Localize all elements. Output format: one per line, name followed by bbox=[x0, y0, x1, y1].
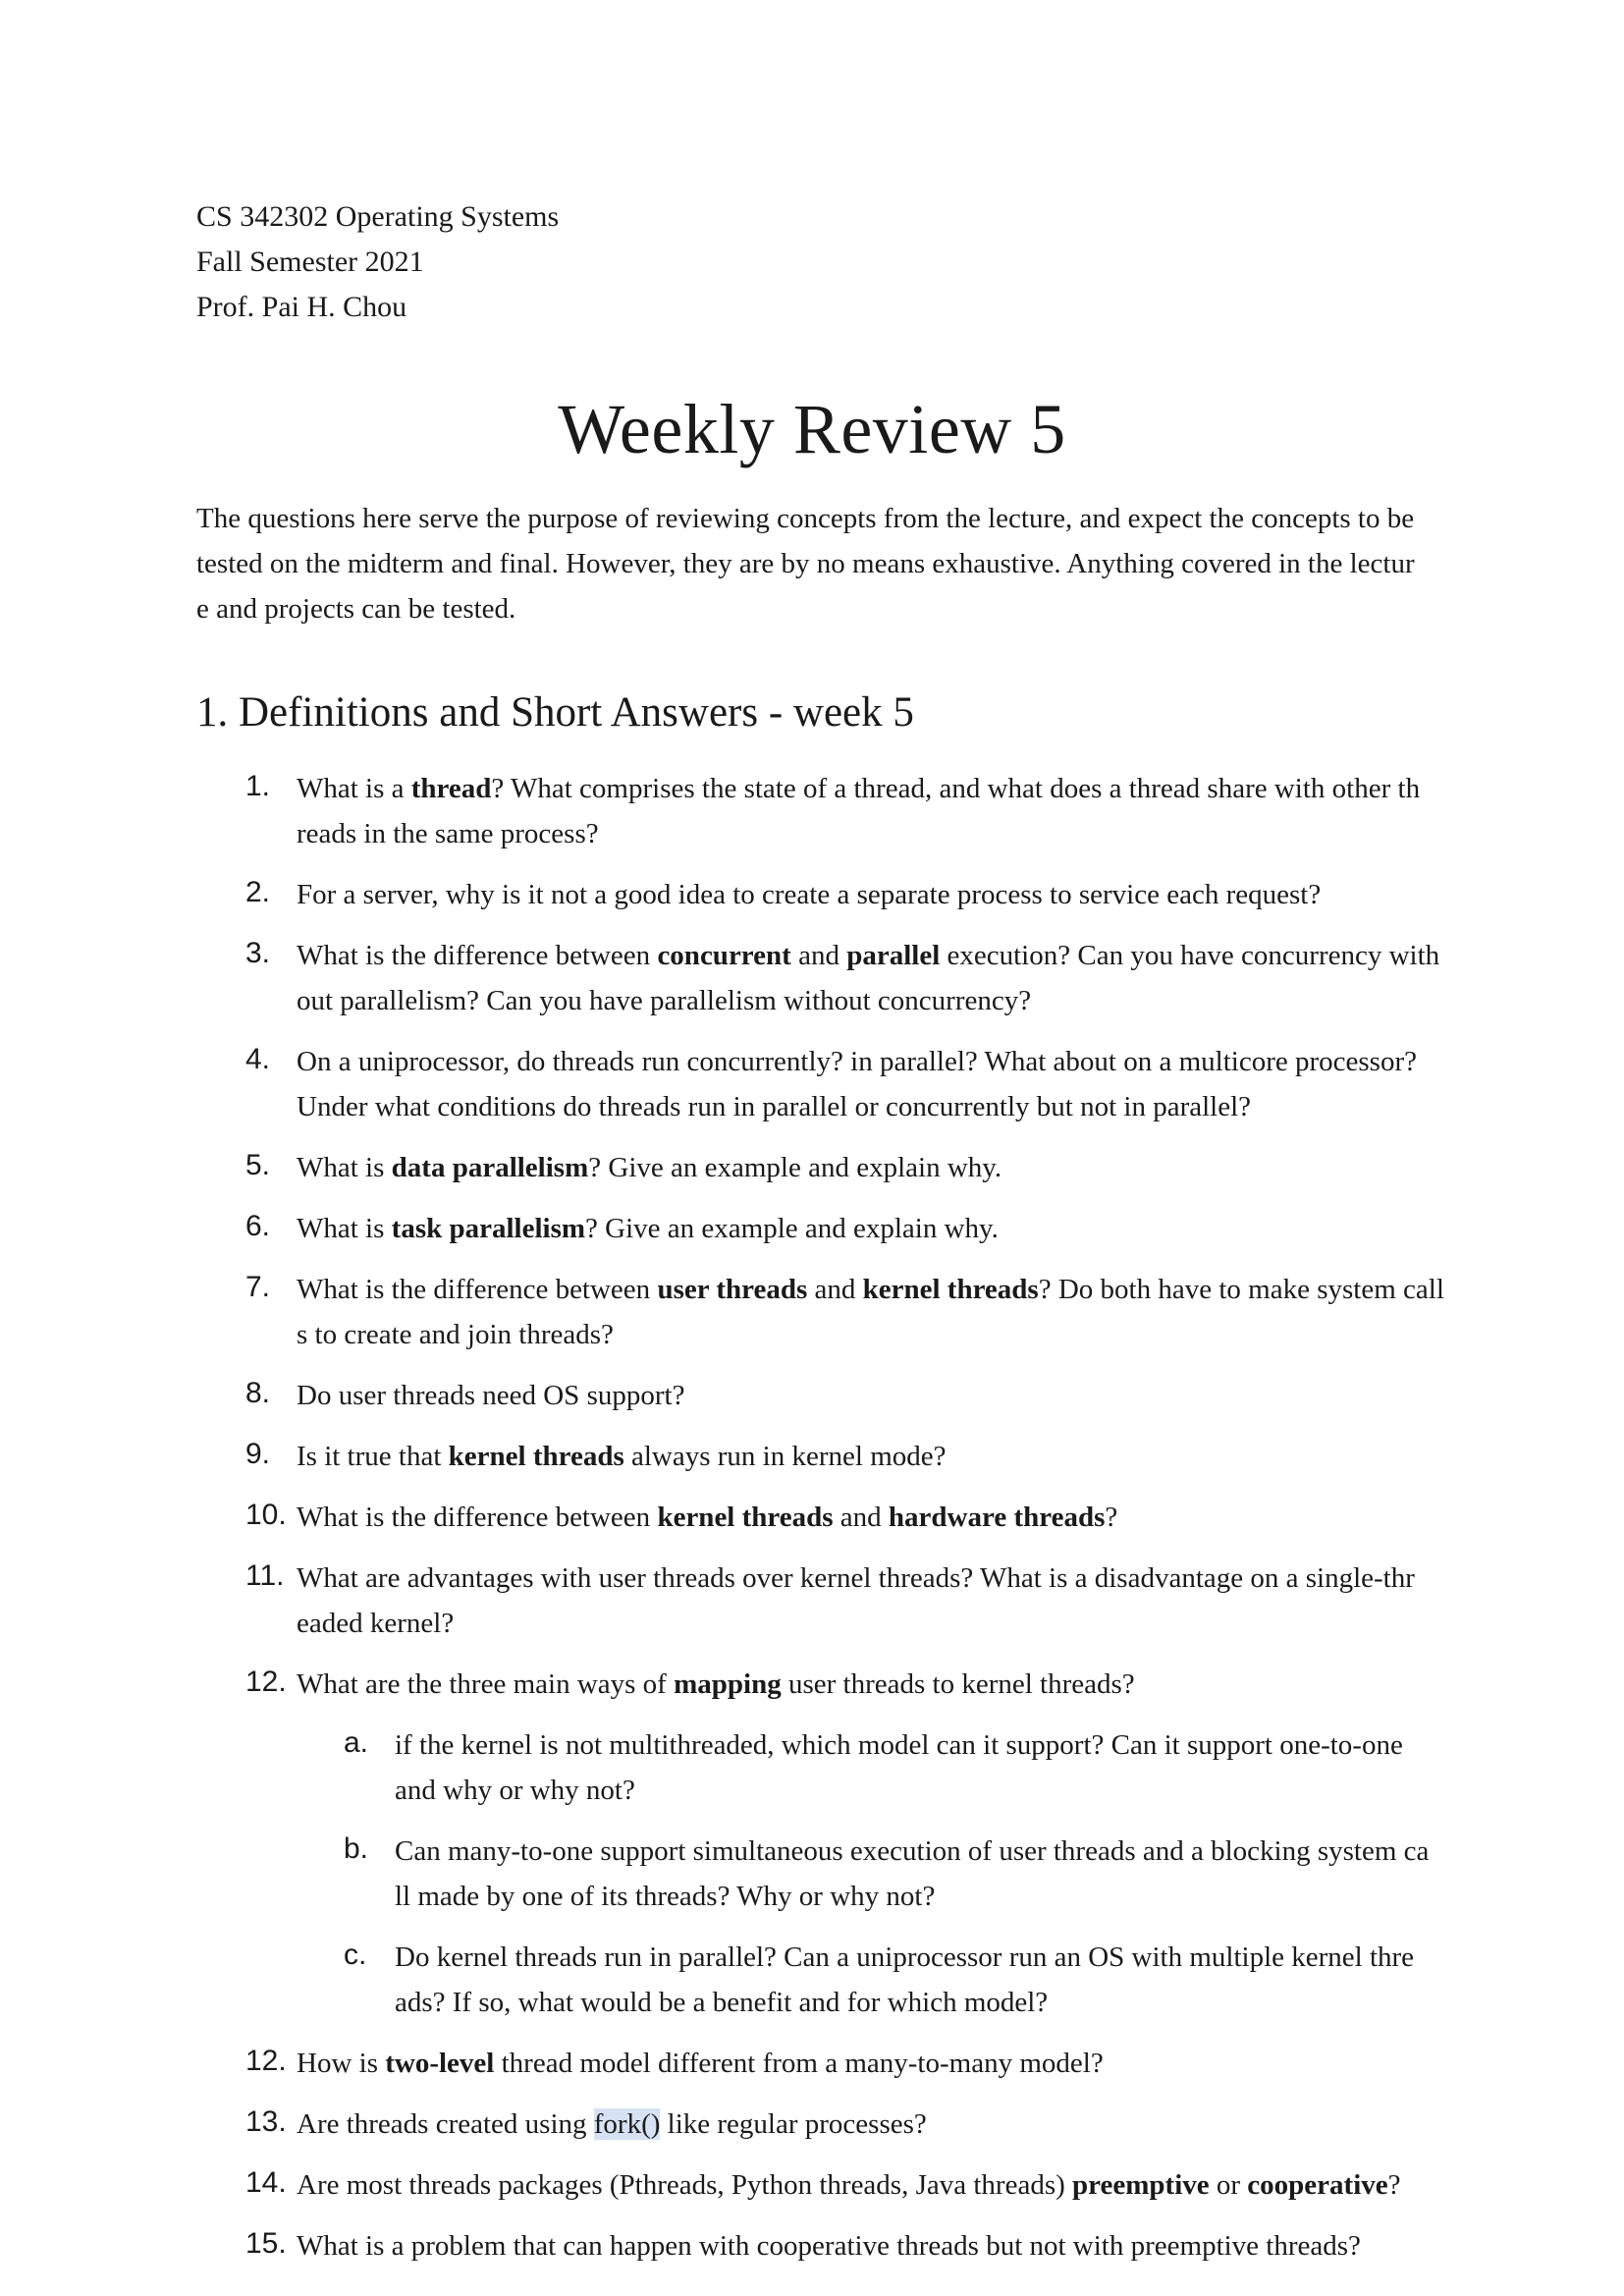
text-segment: Do kernel threads run in parallel? Can a uniprocessor run an OS with multiple kernel thre bbox=[395, 1941, 1415, 1973]
question-text bbox=[297, 1267, 1450, 1357]
keyword-term: thread bbox=[410, 773, 492, 804]
text-segment: ads? If so, what would be a benefit and for which model? bbox=[395, 1987, 1049, 2018]
question-number: a. bbox=[344, 1726, 369, 1759]
question-number: 15. bbox=[245, 2227, 287, 2260]
intro-line: e and projects can be tested. bbox=[196, 593, 516, 625]
text-segment: always run in kernel mode? bbox=[623, 1441, 947, 1472]
question-number: 12. bbox=[245, 1666, 287, 1698]
keyword-term: task parallelism bbox=[391, 1213, 586, 1244]
question-text bbox=[297, 1495, 1450, 1540]
question-line bbox=[297, 1601, 1450, 1646]
intro-paragraph bbox=[196, 496, 1448, 631]
keyword-term: concurrent bbox=[657, 940, 791, 971]
text-segment: s to create and join threads? bbox=[297, 1319, 614, 1350]
question-line bbox=[297, 1145, 1450, 1190]
question-number: 7. bbox=[245, 1271, 271, 1303]
question-line bbox=[297, 1039, 1450, 1084]
professor-name: Prof. Pai H. Chou bbox=[196, 291, 407, 323]
question-item bbox=[0, 766, 1624, 856]
question-number: 1. bbox=[245, 770, 271, 802]
section-heading: 1. Definitions and Short Answers - week 5 bbox=[196, 689, 914, 736]
text-segment: What is bbox=[297, 1213, 392, 1244]
keyword-term: hardware threads bbox=[888, 1502, 1106, 1533]
question-line bbox=[297, 1556, 1450, 1601]
text-segment: ? Give an example and explain why. bbox=[588, 1152, 1002, 1183]
question-text bbox=[297, 1434, 1450, 1479]
keyword-term: parallel bbox=[846, 940, 941, 971]
question-text bbox=[297, 1206, 1450, 1251]
question-text bbox=[297, 1039, 1450, 1129]
question-line bbox=[395, 1722, 1450, 1768]
question-line bbox=[297, 2162, 1450, 2208]
question-line bbox=[297, 2041, 1450, 2086]
question-text bbox=[297, 1373, 1450, 1418]
text-segment: if the kernel is not multithreaded, which model can it support? Can it support one-to-one bbox=[395, 1729, 1403, 1761]
question-number: b. bbox=[344, 1832, 369, 1865]
text-segment: ? What comprises the state of a thread, and what does a thread share with other th bbox=[491, 773, 1421, 804]
text-segment: What are advantages with user threads over kernel threads? What is a disadvantage on a single-thr bbox=[297, 1562, 1415, 1594]
keyword-term: kernel threads bbox=[657, 1502, 834, 1533]
sub-question-item bbox=[0, 1722, 1624, 1813]
keyword-term: kernel threads bbox=[862, 1274, 1039, 1305]
question-item bbox=[0, 2162, 1624, 2208]
question-line bbox=[297, 1495, 1450, 1540]
question-number: 4. bbox=[245, 1043, 271, 1075]
question-text bbox=[297, 2162, 1450, 2208]
question-item bbox=[0, 1556, 1624, 1646]
text-segment: execution? Can you have concurrency with bbox=[940, 940, 1440, 971]
question-line bbox=[395, 1874, 1450, 1919]
question-text bbox=[297, 766, 1450, 856]
question-item bbox=[0, 1145, 1624, 1190]
question-text bbox=[297, 2223, 1450, 2269]
text-segment: What are the three main ways of bbox=[297, 1668, 675, 1700]
sub-question-item bbox=[0, 1829, 1624, 1919]
question-text bbox=[297, 2041, 1450, 2086]
question-item bbox=[0, 2041, 1624, 2086]
question-number: 12. bbox=[245, 2045, 287, 2077]
question-number: 14. bbox=[245, 2166, 287, 2199]
question-line bbox=[395, 1768, 1450, 1813]
question-item bbox=[0, 1373, 1624, 1418]
question-item bbox=[0, 933, 1624, 1023]
text-segment: out parallelism? Can you have parallelism without concurrency? bbox=[297, 985, 1032, 1016]
question-item bbox=[0, 1039, 1624, 1129]
question-line bbox=[297, 1662, 1450, 1707]
question-number: 2. bbox=[245, 876, 271, 908]
question-item bbox=[0, 1206, 1624, 1251]
text-segment: Do user threads need OS support? bbox=[297, 1380, 685, 1411]
text-segment: Are threads created using bbox=[297, 2108, 594, 2140]
question-line bbox=[395, 1980, 1450, 2025]
question-text bbox=[297, 1145, 1450, 1190]
question-list bbox=[0, 766, 1624, 2284]
sub-question-item bbox=[0, 1935, 1624, 2025]
question-number: 11. bbox=[245, 1559, 285, 1592]
question-line bbox=[297, 2102, 1450, 2147]
text-segment: eaded kernel? bbox=[297, 1608, 455, 1639]
keyword-term: preemptive bbox=[1072, 2169, 1210, 2201]
text-segment: ll made by one of its threads? Why or why not? bbox=[395, 1881, 936, 1912]
text-segment: ? bbox=[1387, 2169, 1401, 2201]
text-segment: Are most threads packages (Pthreads, Python threads, Java threads) bbox=[297, 2169, 1073, 2201]
question-text bbox=[297, 872, 1450, 917]
text-segment: Under what conditions do threads run in parallel or concurrently but not in parallel? bbox=[297, 1091, 1252, 1122]
question-item bbox=[0, 1267, 1624, 1357]
keyword-term: mapping bbox=[674, 1668, 782, 1700]
text-segment: What is a problem that can happen with cooperative threads but not with preemptive threads? bbox=[297, 2230, 1361, 2262]
question-line bbox=[297, 1373, 1450, 1418]
text-segment: ? Do both have to make system call bbox=[1038, 1274, 1444, 1305]
semester: Fall Semester 2021 bbox=[196, 246, 424, 278]
text-segment: and why or why not? bbox=[395, 1775, 635, 1806]
question-line bbox=[297, 872, 1450, 917]
intro-line: tested on the midterm and final. However, they are by no means exhaustive. Anything covered in the lectur bbox=[196, 548, 1415, 579]
text-segment: like regular processes? bbox=[660, 2108, 927, 2140]
text-segment: What is a bbox=[297, 773, 411, 804]
question-number: 10. bbox=[245, 1499, 287, 1531]
text-segment: thread model different from a many-to-many model? bbox=[494, 2048, 1104, 2079]
text-segment: How is bbox=[297, 2048, 386, 2079]
question-item bbox=[0, 1434, 1624, 1479]
question-line bbox=[297, 978, 1450, 1023]
question-line bbox=[395, 1829, 1450, 1874]
question-number: 13. bbox=[245, 2105, 287, 2138]
course-name: CS 342302 Operating Systems bbox=[196, 200, 560, 233]
text-segment: ? bbox=[1105, 1502, 1118, 1533]
question-line bbox=[297, 811, 1450, 856]
question-line bbox=[297, 1084, 1450, 1129]
keyword-term: kernel threads bbox=[448, 1441, 624, 1472]
question-text bbox=[297, 1662, 1450, 1707]
text-segment: and bbox=[833, 1502, 889, 1533]
text-segment: and bbox=[807, 1274, 863, 1305]
highlighted-term: fork() bbox=[593, 2108, 661, 2140]
text-segment: user threads to kernel threads? bbox=[781, 1668, 1135, 1700]
question-line bbox=[297, 1206, 1450, 1251]
text-segment: What is the difference between bbox=[297, 1502, 658, 1533]
question-line bbox=[297, 2223, 1450, 2269]
question-number: 3. bbox=[245, 937, 271, 969]
question-text bbox=[297, 1556, 1450, 1646]
text-segment: reads in the same process? bbox=[297, 818, 599, 849]
question-text bbox=[395, 1829, 1450, 1919]
question-line bbox=[297, 1267, 1450, 1312]
question-line bbox=[297, 1312, 1450, 1357]
question-number: c. bbox=[344, 1939, 367, 1971]
text-segment: On a uniprocessor, do threads run concurrently? in parallel? What about on a multicore processor? bbox=[297, 1046, 1417, 1077]
question-number: 5. bbox=[245, 1149, 271, 1181]
question-number: 6. bbox=[245, 1210, 271, 1242]
document-header bbox=[196, 194, 559, 330]
page-title: Weekly Review 5 bbox=[558, 390, 1066, 468]
text-segment: For a server, why is it not a good idea to create a separate process to service each request? bbox=[297, 879, 1322, 910]
text-segment: ? Give an example and explain why. bbox=[585, 1213, 999, 1244]
keyword-term: user threads bbox=[657, 1274, 808, 1305]
text-segment: or bbox=[1209, 2169, 1248, 2201]
text-segment: What is the difference between bbox=[297, 940, 658, 971]
text-segment: What is the difference between bbox=[297, 1274, 658, 1305]
question-text bbox=[297, 933, 1450, 1023]
question-line bbox=[297, 933, 1450, 978]
keyword-term: cooperative bbox=[1247, 2169, 1388, 2201]
question-number: 9. bbox=[245, 1438, 271, 1470]
question-line bbox=[297, 1434, 1450, 1479]
text-segment: Can many-to-one support simultaneous execution of user threads and a blocking system ca bbox=[395, 1835, 1430, 1867]
question-item bbox=[0, 2102, 1624, 2147]
question-item bbox=[0, 872, 1624, 917]
question-line bbox=[395, 1935, 1450, 1980]
question-text bbox=[297, 2102, 1450, 2147]
text-segment: What is bbox=[297, 1152, 392, 1183]
question-text bbox=[395, 1935, 1450, 2025]
question-number: 8. bbox=[245, 1377, 271, 1409]
question-item bbox=[0, 2223, 1624, 2269]
keyword-term: two-level bbox=[385, 2048, 495, 2079]
text-segment: Is it true that bbox=[297, 1441, 449, 1472]
question-item bbox=[0, 1662, 1624, 1707]
text-segment: and bbox=[790, 940, 847, 971]
intro-line: The questions here serve the purpose of reviewing concepts from the lecture, and expect the concepts to be bbox=[196, 503, 1415, 534]
question-item bbox=[0, 1495, 1624, 1540]
keyword-term: data parallelism bbox=[391, 1152, 589, 1183]
question-text bbox=[395, 1722, 1450, 1813]
question-line bbox=[297, 766, 1450, 811]
